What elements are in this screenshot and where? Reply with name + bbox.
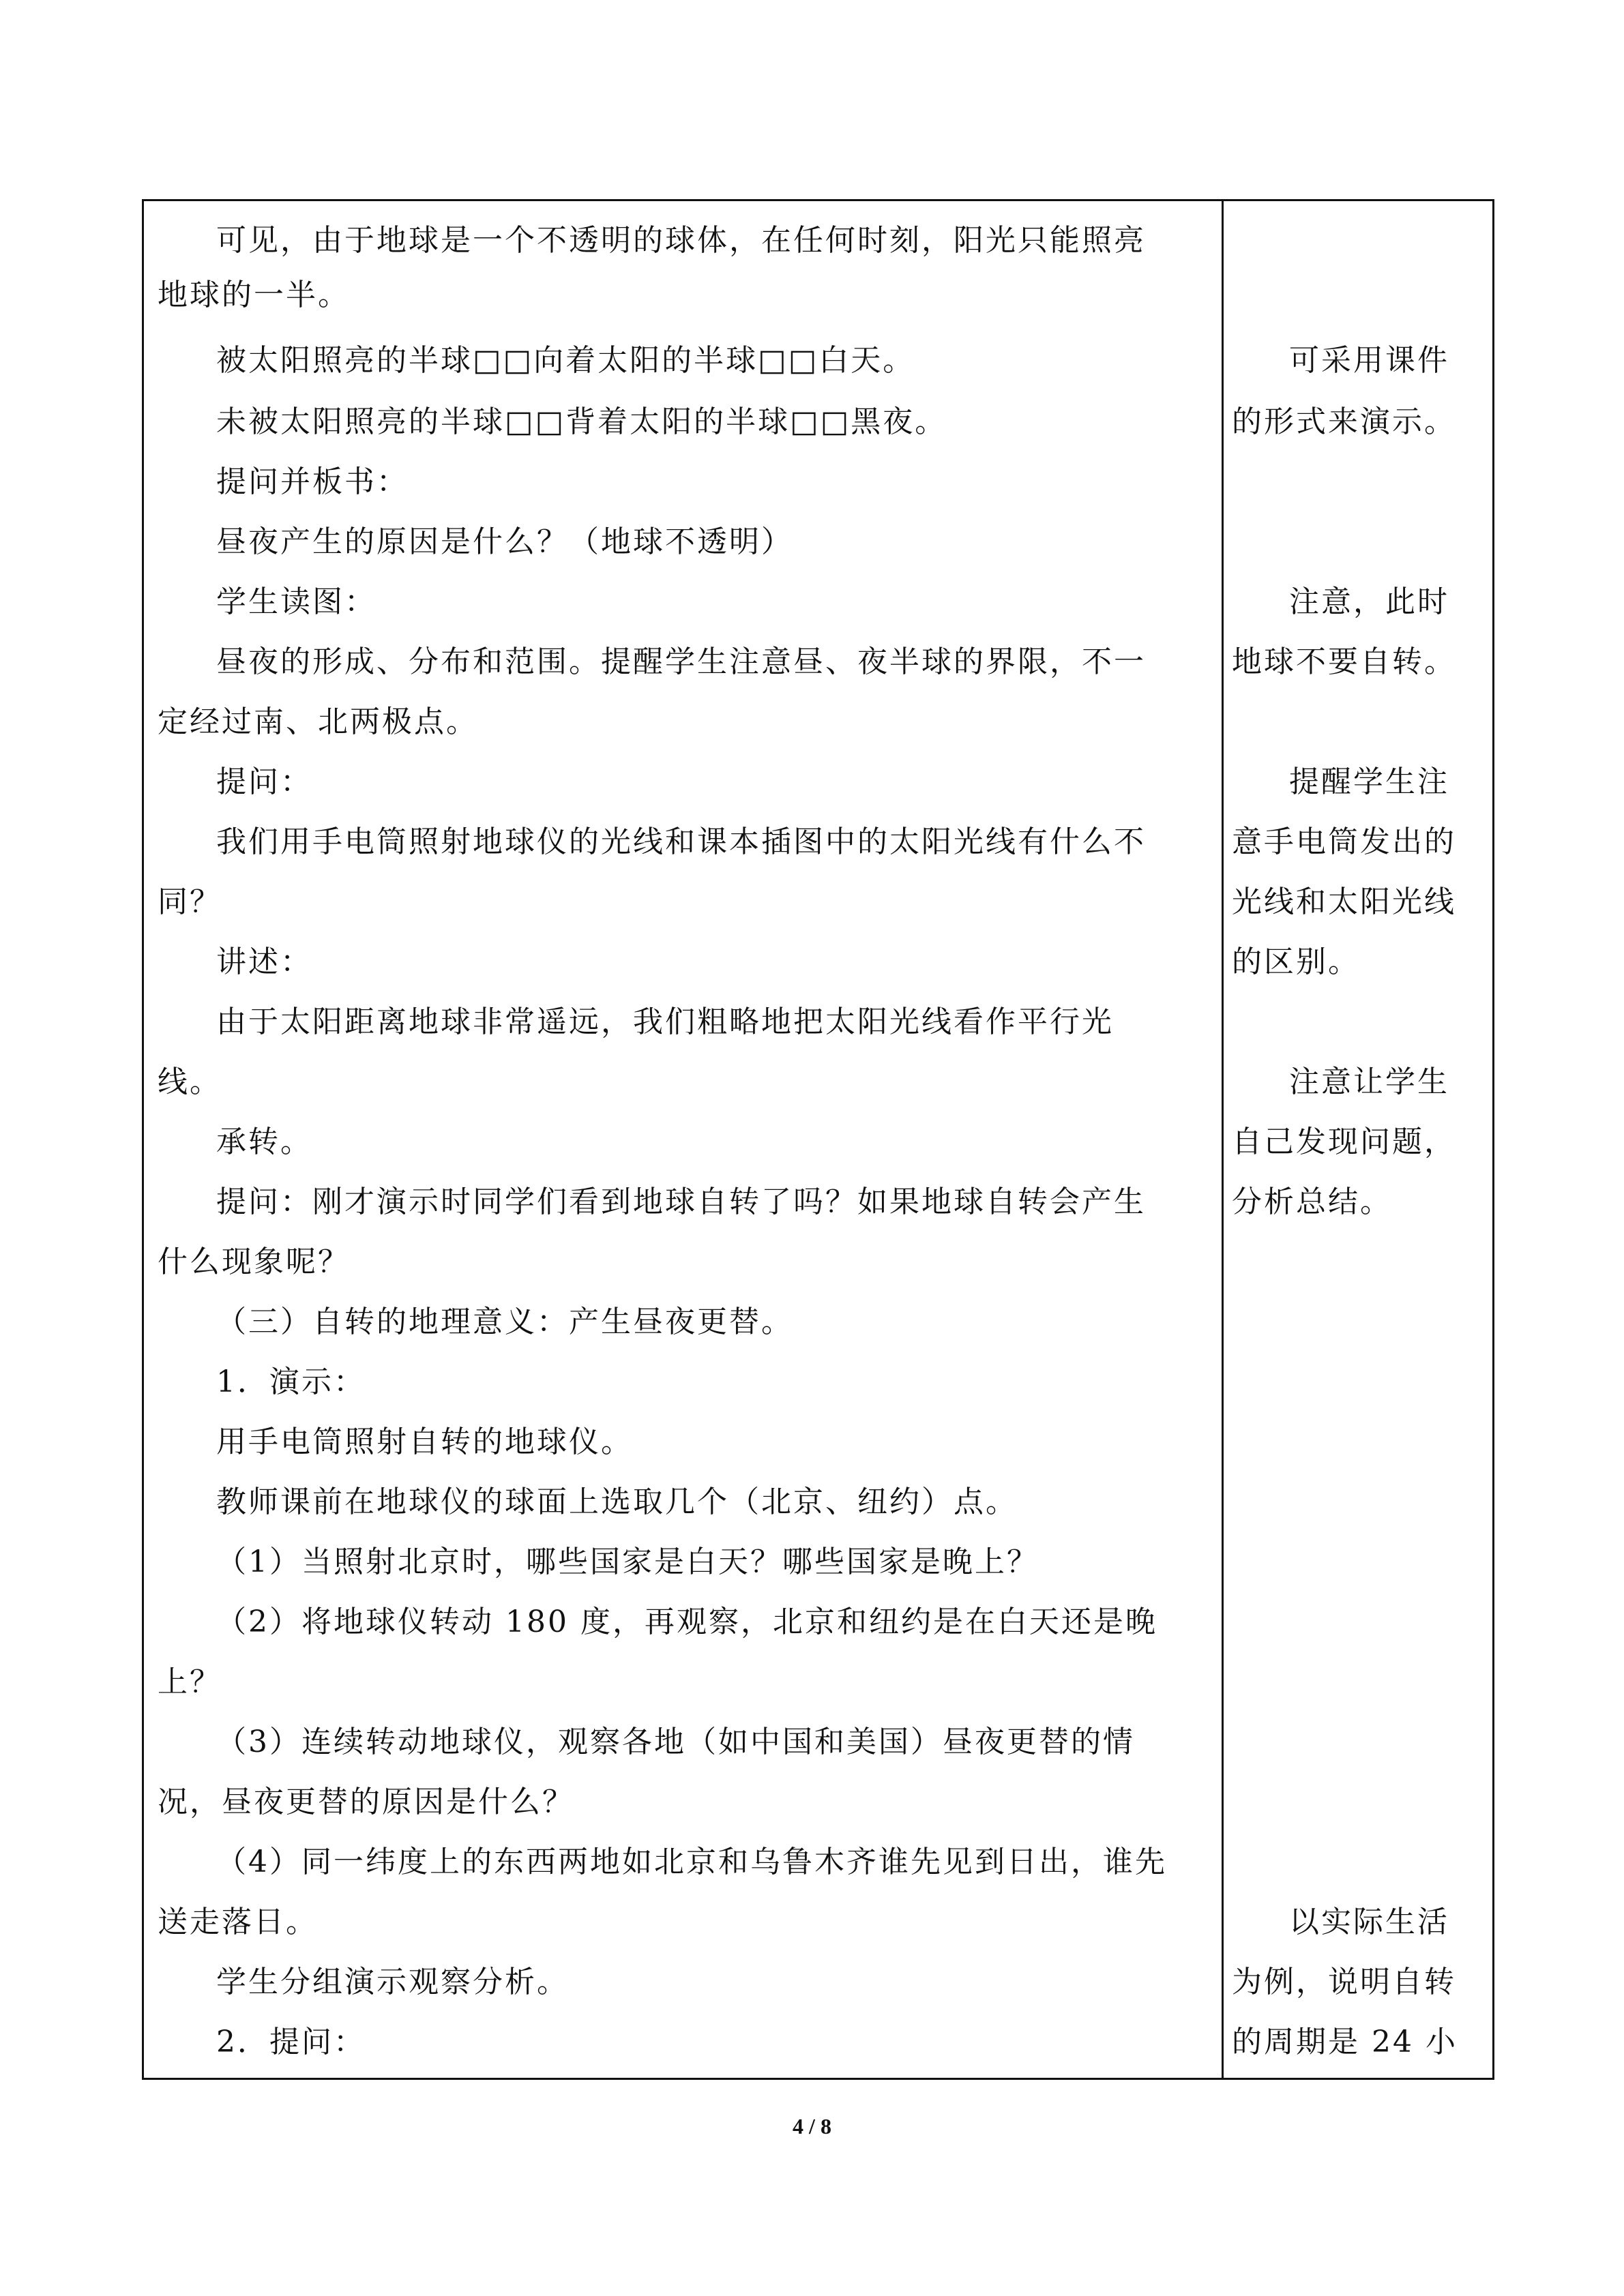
text-line: 学生读图： <box>216 584 377 619</box>
text-line: （三）自转的地理意义：产生昼夜更替。 <box>216 1304 793 1339</box>
text-line: 用手电筒照射自转的地球仪。 <box>216 1425 633 1459</box>
text-line: （2）将地球仪转动 180 度，再观察，北京和纽约是在白天还是晚 <box>216 1605 1157 1639</box>
text-line: 送走落日。 <box>158 1905 318 1939</box>
text-line: 教师课前在地球仪的球面上选取几个（北京、纽约）点。 <box>216 1485 1018 1519</box>
text-line: 由于太阳距离地球非常遥远，我们粗略地把太阳光线看作平行光 <box>216 1004 1114 1039</box>
text-line: 同？ <box>158 884 222 919</box>
text-line: 昼夜产生的原因是什么？（地球不透明） <box>216 524 793 559</box>
note-line: 自己发现问题， <box>1232 1124 1456 1159</box>
text-line: 什么现象呢？ <box>158 1244 350 1279</box>
text-line: 提问并板书： <box>216 464 409 499</box>
text-line: 线。 <box>158 1064 222 1099</box>
text-line: 地球的一半。 <box>158 278 350 312</box>
note-line: 地球不要自转。 <box>1232 644 1456 679</box>
text-line: 可见，由于地球是一个不透明的球体，在任何时刻，阳光只能照亮 <box>216 223 1146 258</box>
text-line: 未被太阳照亮的半球□□背着太阳的半球□□黑夜。 <box>216 404 947 439</box>
text-line: （1）当照射北京时，哪些国家是白天？哪些国家是晚上？ <box>216 1545 1039 1579</box>
note-line: 光线和太阳光线 <box>1232 884 1456 919</box>
text-line: 况，昼夜更替的原因是什么？ <box>158 1785 574 1819</box>
note-line: 分析总结。 <box>1232 1184 1392 1219</box>
note-line: 注意，此时 <box>1289 584 1449 619</box>
note-line: 可采用课件 <box>1289 343 1449 378</box>
text-line: 学生分组演示观察分析。 <box>216 1965 569 1999</box>
note-line: 的区别。 <box>1232 944 1360 979</box>
note-line: 为例，说明自转 <box>1232 1965 1456 1999</box>
text-line: 定经过南、北两极点。 <box>158 704 478 739</box>
text-line: 讲述： <box>216 944 312 979</box>
teaching-process-column <box>144 201 1222 2078</box>
text-line: 承转。 <box>216 1124 312 1159</box>
note-line: 以实际生活 <box>1289 1905 1449 1939</box>
text-line: 被太阳照亮的半球□□向着太阳的半球□□白天。 <box>216 343 915 378</box>
note-line: 意手电筒发出的 <box>1232 824 1456 859</box>
note-line: 的周期是 24 小 <box>1232 2025 1458 2059</box>
text-line: 提问： <box>216 764 312 799</box>
text-line: （4）同一纬度上的东西两地如北京和乌鲁木齐谁先见到日出，谁先 <box>216 1845 1167 1879</box>
text-line: 2．提问： <box>216 2025 366 2059</box>
text-line: 我们用手电筒照射地球仪的光线和课本插图中的太阳光线有什么不 <box>216 824 1146 859</box>
note-line: 的形式来演示。 <box>1232 404 1456 439</box>
notes-column <box>1224 201 1496 2078</box>
text-line: 提问：刚才演示时同学们看到地球自转了吗？如果地球自转会产生 <box>216 1184 1146 1219</box>
text-line: 上？ <box>158 1665 222 1699</box>
text-line: （3）连续转动地球仪，观察各地（如中国和美国）昼夜更替的情 <box>216 1725 1135 1759</box>
page-number: 4 / 8 <box>793 2114 831 2138</box>
note-line: 提醒学生注 <box>1289 764 1449 799</box>
note-line: 注意让学生 <box>1289 1064 1449 1099</box>
text-line: 昼夜的形成、分布和范围。提醒学生注意昼、夜半球的界限，不一 <box>216 644 1146 679</box>
text-line: 1．演示： <box>216 1365 366 1399</box>
lesson-table <box>142 199 1494 2080</box>
